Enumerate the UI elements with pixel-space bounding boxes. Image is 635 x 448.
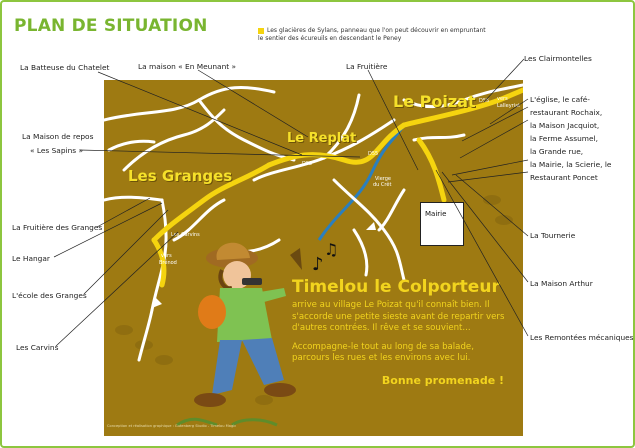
place-le-replat: Le Replat: [287, 131, 357, 146]
label-maison-repos-2: « Les Sapins »: [30, 146, 83, 155]
label-eglise-2: restaurant Rochaix,: [530, 108, 603, 117]
label-clairmontelles: Les Clairmontelles: [524, 54, 592, 63]
label-remontees: Les Remontées mécaniques: [530, 333, 634, 342]
label-eglise-3: la Maison Jacquiot,: [530, 121, 600, 130]
road-d55-c: D55: [368, 151, 379, 157]
story-closing: Bonne promenade !: [381, 373, 504, 387]
les-carvins-small: Les Carvins: [171, 232, 200, 238]
vierge-2: du Crêt: [373, 182, 392, 188]
label-tournerie: La Tournerie: [530, 231, 576, 240]
road-d55-a: D55: [479, 98, 490, 104]
vers-lalleyriat-2: Lalleyriat: [497, 103, 521, 109]
label-hangar: Le Hangar: [12, 254, 50, 263]
legend-square-icon: [258, 28, 264, 34]
label-eglise-5: la Grande rue,: [530, 147, 584, 156]
svg-text:♪: ♪: [312, 254, 324, 275]
label-maison-arthur: La Maison Arthur: [530, 279, 593, 288]
legend-note: [258, 27, 488, 43]
label-eglise-6: la Mairie, la Scierie, le: [530, 160, 612, 169]
label-carvins: Les Carvins: [16, 343, 59, 352]
map-area: [104, 80, 523, 436]
place-les-granges: Les Granges: [128, 167, 233, 185]
label-eglise-4: la Ferme Assumel,: [530, 134, 598, 143]
place-le-poizat: Le Poizat: [393, 92, 476, 111]
label-batteuse: La Batteuse du Chatelet: [20, 63, 110, 72]
label-eglise-7: Restaurant Poncet: [530, 173, 598, 182]
vierge-1: Vierge: [375, 176, 391, 182]
vers-brenod-1: vers: [161, 253, 172, 259]
story-box: [292, 277, 514, 387]
label-fruitiere-granges: La Fruitière des Granges: [12, 223, 103, 232]
vers-brenod-2: Brénod: [159, 260, 177, 266]
page-title: PLAN DE SITUATION: [14, 16, 208, 36]
mairie-label: Mairie: [425, 210, 447, 218]
label-maison-meunant: La maison « En Meunant »: [138, 62, 237, 71]
credit-line: Conception et réalisation graphique : Gutenberg Studio - Timelou Magic: [107, 424, 237, 428]
legend-note-text: Les glacières de Sylans, panneau que l'on peut découvrir en empruntant le sentier des écureuils en descendant le Peney: [258, 27, 486, 42]
road-d55-b: D55: [302, 161, 313, 167]
story-paragraph-1: arrive au village Le Poizat qu'il connaît bien. Il s'accorde une petite sieste avant de repartir vers d'autres contrées. Il rêve et se souvient...: [292, 300, 505, 333]
label-fruitiere: La Fruitière: [346, 62, 388, 71]
mairie-box: [420, 202, 464, 246]
story-heading: Timelou le Colporteur: [292, 277, 500, 297]
svg-text:♫: ♫: [324, 240, 339, 259]
label-eglise-1: L'église, le café-: [530, 95, 590, 104]
story-paragraph-2: Accompagne-le tout au long de sa balade, parcours les rues et les environs avec lui.: [292, 341, 474, 363]
label-maison-repos-1: La Maison de repos: [22, 132, 94, 141]
vers-lalleyriat-1: vers: [497, 96, 508, 102]
label-ecole: L'école des Granges: [12, 291, 87, 300]
